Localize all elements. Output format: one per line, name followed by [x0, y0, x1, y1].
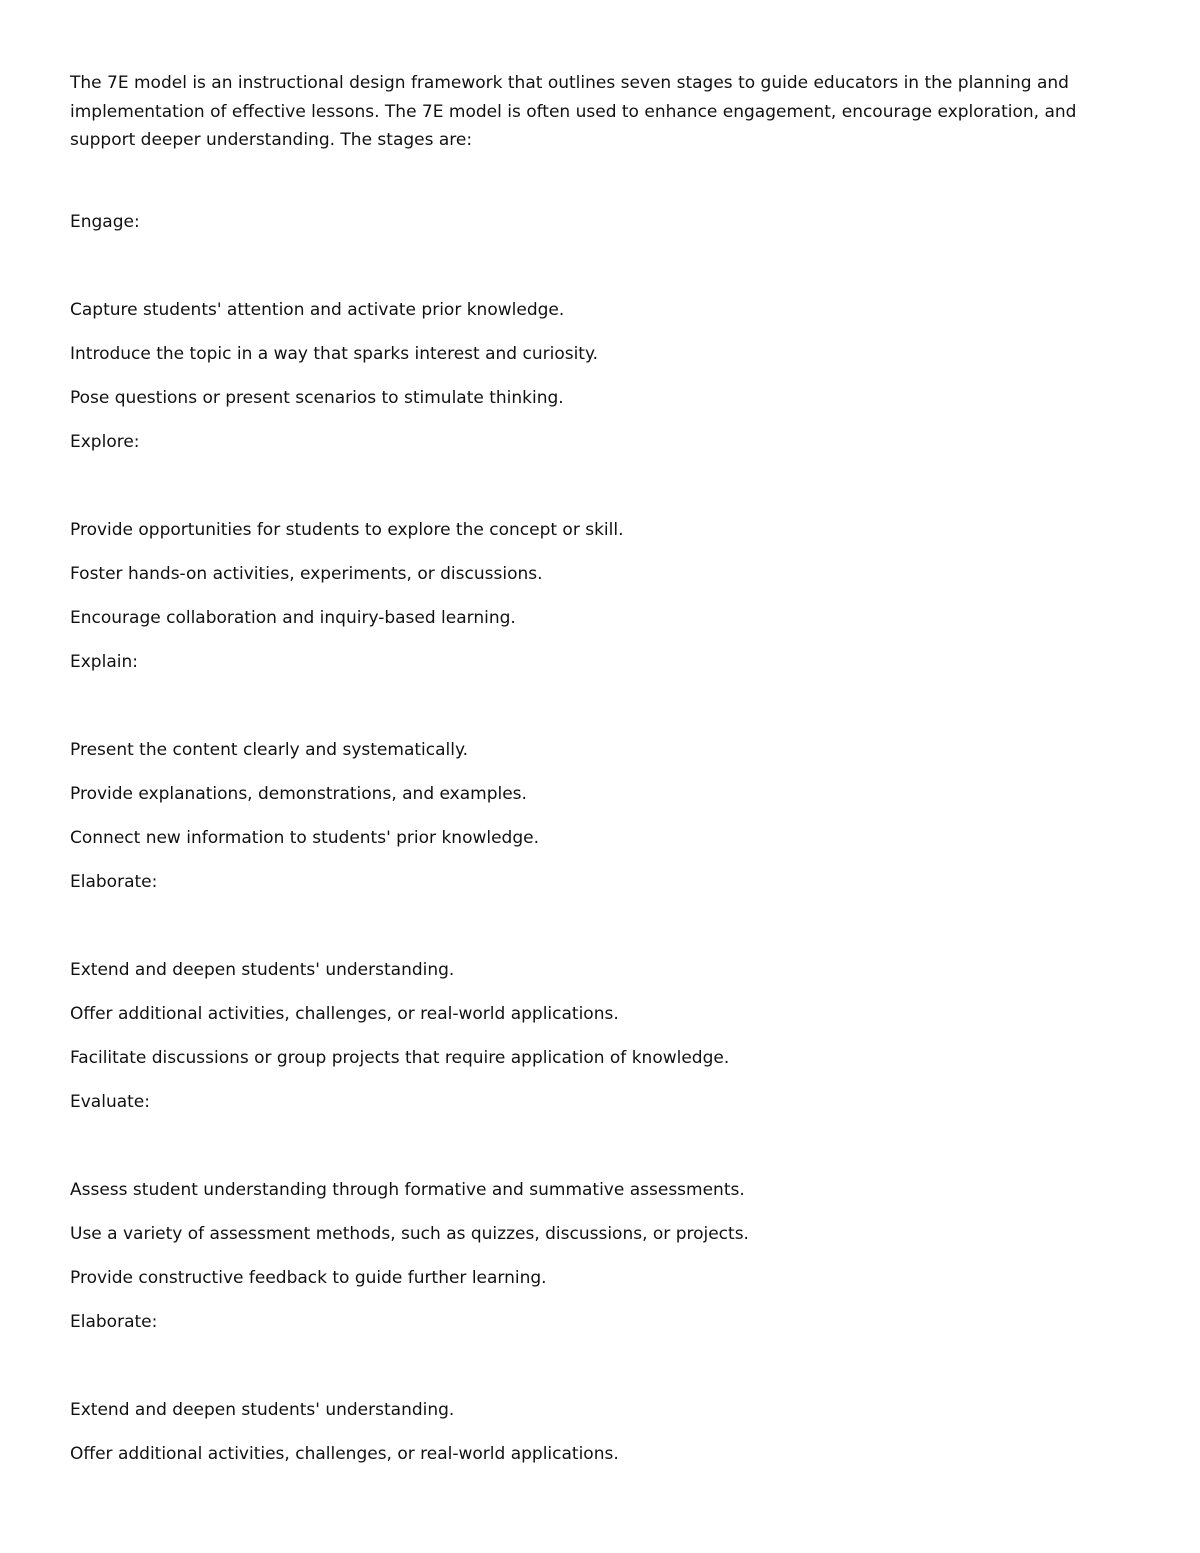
stage-point: Assess student understanding through formative and summative assessments. [70, 1179, 745, 1200]
stage-spacer [70, 1124, 1130, 1168]
stage-point: Pose questions or present scenarios to stimulate thinking. [70, 387, 564, 408]
document-body [70, 69, 1130, 1476]
stage-engage [70, 200, 1130, 420]
stage-point: Encourage collaboration and inquiry-based learning. [70, 607, 516, 628]
stage-point: Offer additional activities, challenges, or real-world applications. [70, 1003, 619, 1024]
stage-point: Capture students' attention and activate prior knowledge. [70, 299, 565, 320]
stage-point: Introduce the topic in a way that sparks interest and curiosity. [70, 343, 599, 364]
stage-point: Use a variety of assessment methods, such as quizzes, discussions, or projects. [70, 1223, 749, 1244]
stage-heading: Evaluate: [70, 1091, 150, 1112]
stage-point: Provide constructive feedback to guide further learning. [70, 1267, 547, 1288]
stage-explain [70, 640, 1130, 860]
intro-spacer [70, 155, 1130, 200]
stage-point: Foster hands-on activities, experiments, or discussions. [70, 563, 543, 584]
stage-point: Provide opportunities for students to explore the concept or skill. [70, 519, 624, 540]
stage-spacer [70, 684, 1130, 728]
stage-elaborate-repeat [70, 1300, 1130, 1476]
stage-heading: Explore: [70, 431, 140, 452]
stage-point: Provide explanations, demonstrations, and examples. [70, 783, 527, 804]
stage-spacer [70, 244, 1130, 288]
stage-point: Present the content clearly and systematically. [70, 739, 469, 760]
stage-point: Facilitate discussions or group projects that require application of knowledge. [70, 1047, 730, 1068]
stage-evaluate [70, 1080, 1130, 1300]
stage-spacer [70, 1344, 1130, 1388]
stage-heading: Elaborate: [70, 871, 158, 892]
stage-point: Offer additional activities, challenges, or real-world applications. [70, 1443, 619, 1464]
stage-heading: Explain: [70, 651, 138, 672]
stage-elaborate [70, 860, 1130, 1080]
stage-point: Connect new information to students' prior knowledge. [70, 827, 539, 848]
stage-spacer [70, 904, 1130, 948]
stage-point: Extend and deepen students' understanding. [70, 1399, 455, 1420]
stage-spacer [70, 464, 1130, 508]
stage-explore [70, 420, 1130, 640]
stage-heading: Engage: [70, 211, 140, 232]
stage-point: Extend and deepen students' understanding. [70, 959, 455, 980]
intro-paragraph: The 7E model is an instructional design framework that outlines seven stages to guide educators in the planning and implementation of effective lessons. The 7E model is often used to enhance engagement, encourage exploration, and support deeper understanding. The stages are: [70, 73, 1077, 150]
stage-heading: Elaborate: [70, 1311, 158, 1332]
